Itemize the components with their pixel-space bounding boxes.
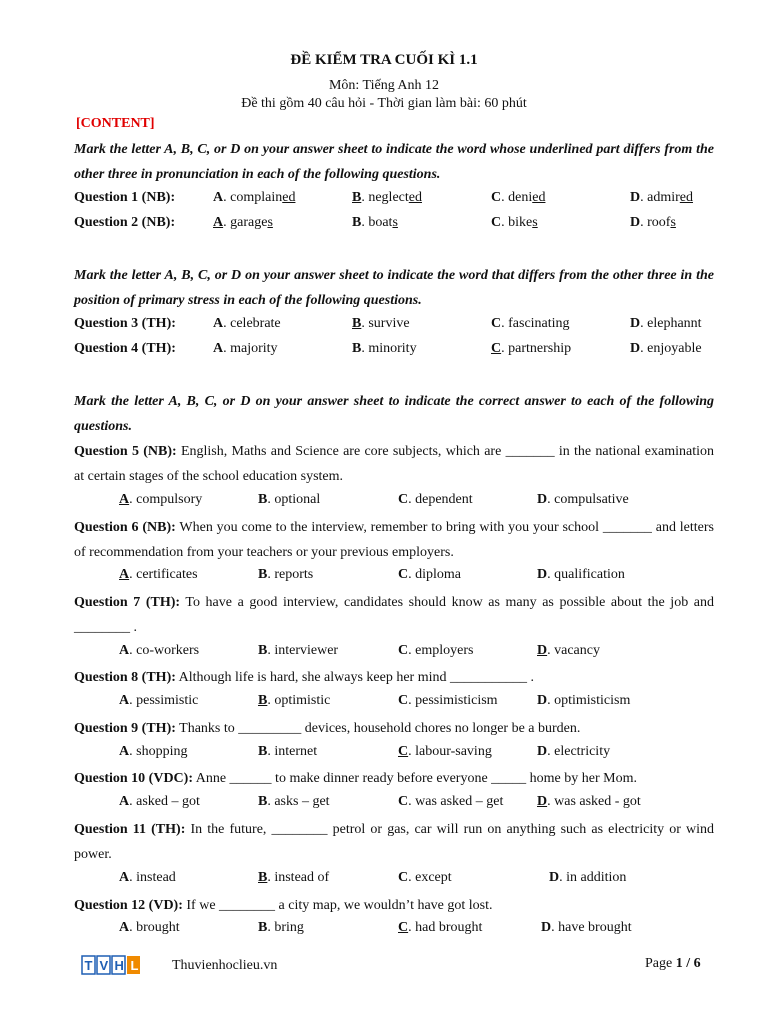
instruction-stress: Mark the letter A, B, C, or D on your answer sheet to indicate the word that differs from the other three in the position of primary stress in each of the following questions. — [74, 268, 714, 308]
option-a[interactable]: A. asked – got — [119, 794, 200, 809]
question-text: Question 6 (NB): When you come to the interview, remember to bring with you your school _______ and letters of recommendation from your teachers or your previous employers. — [74, 520, 714, 560]
option-b[interactable]: B. asks – get — [258, 794, 330, 809]
option-row — [74, 643, 714, 663]
option-d[interactable]: D. elephannt — [630, 316, 702, 331]
option-c[interactable]: C. fascinating — [491, 316, 570, 331]
question-text: Question 11 (TH): In the future, ________ petrol or gas, car will run on anything such as electricity or wind power. — [74, 822, 714, 862]
option-d[interactable]: D. vacancy — [537, 643, 600, 658]
option-a[interactable]: A. complained — [213, 190, 296, 205]
option-d[interactable]: D. in addition — [549, 870, 627, 885]
content-tag: [CONTENT] — [76, 116, 155, 131]
option-c[interactable]: C. denied — [491, 190, 546, 205]
option-a[interactable]: A. majority — [213, 341, 278, 356]
question-row — [74, 215, 714, 235]
option-row — [74, 693, 714, 713]
question-label: Question 2 (NB): — [74, 215, 176, 230]
question-row — [74, 190, 714, 210]
option-b[interactable]: B. interviewer — [258, 643, 339, 658]
option-b[interactable]: B. neglected — [352, 190, 422, 205]
option-a[interactable]: A. instead — [119, 870, 176, 885]
exam-subject: Môn: Tiếng Anh 12 — [328, 78, 440, 93]
option-c[interactable]: C. dependent — [398, 492, 473, 507]
page-number: Page 1 / 6 — [645, 956, 701, 971]
option-b[interactable]: B. optional — [258, 492, 321, 507]
option-c[interactable]: C. employers — [398, 643, 474, 658]
question-label: Question 3 (TH): — [74, 316, 176, 331]
option-c[interactable]: C. partnership — [491, 341, 572, 356]
question-text: Question 7 (TH): To have a good interview, candidates should know as many as possible about the job and ________ . — [74, 595, 714, 635]
option-row — [74, 567, 714, 587]
option-d[interactable]: D. admired — [630, 190, 693, 205]
option-b[interactable]: B. minority — [352, 341, 417, 356]
option-d[interactable]: D. roofs — [630, 215, 676, 230]
option-a[interactable]: A. pessimistic — [119, 693, 199, 708]
option-a[interactable]: A. co-workers — [119, 643, 200, 658]
question-text: Question 10 (VDC): Anne ______ to make dinner ready before everyone _____ home by her Mom. — [74, 771, 637, 786]
option-row — [74, 794, 714, 814]
question-row — [74, 316, 714, 336]
option-a[interactable]: A. shopping — [119, 744, 188, 759]
option-row — [74, 744, 714, 764]
option-d[interactable]: D. was asked - got — [537, 794, 641, 809]
option-b[interactable]: B. internet — [258, 744, 318, 759]
instruction-pronunciation: Mark the letter A, B, C, or D on your answer sheet to indicate the word whose underlined part differs from the other three in pronunciation in each of the following questions. — [74, 142, 714, 182]
option-b[interactable]: B. instead of — [258, 870, 330, 885]
option-d[interactable]: D. optimisticism — [537, 693, 631, 708]
question-text: Question 5 (NB): English, Maths and Science are core subjects, which are _______ in the national examination at certain stages of the school education system. — [74, 444, 714, 484]
option-b[interactable]: B. bring — [258, 920, 304, 935]
option-d[interactable]: D. compulsative — [537, 492, 629, 507]
question-row — [74, 341, 714, 361]
question-label: Question 1 (NB): — [74, 190, 176, 205]
exam-title: ĐỀ KIỂM TRA CUỐI KÌ 1.1 — [290, 52, 478, 68]
option-a[interactable]: A. brought — [119, 920, 180, 935]
option-c[interactable]: C. had brought — [398, 920, 483, 935]
option-c[interactable]: C. diploma — [398, 567, 462, 582]
question-label: Question 4 (TH): — [74, 341, 176, 356]
option-row — [74, 492, 714, 512]
option-row — [74, 870, 714, 890]
option-c[interactable]: C. bikes — [491, 215, 538, 230]
footer-site-name: Thuvienhoclieu.vn — [172, 958, 278, 973]
option-d[interactable]: D. qualification — [537, 567, 625, 582]
option-d[interactable]: D. enjoyable — [630, 341, 702, 356]
svg-text:TVHL: T V H L — [84, 958, 139, 973]
exam-info: Đề thi gồm 40 câu hỏi - Thời gian làm bài: 60 phút — [241, 96, 527, 111]
option-b[interactable]: B. survive — [352, 316, 410, 331]
option-b[interactable]: B. reports — [258, 567, 314, 582]
option-c[interactable]: C. pessimisticism — [398, 693, 498, 708]
instruction-correct-answer: Mark the letter A, B, C, or D on your answer sheet to indicate the correct answer to each of the following questions. — [74, 394, 714, 434]
option-a[interactable]: A. celebrate — [213, 316, 281, 331]
option-c[interactable]: C. except — [398, 870, 452, 885]
option-c[interactable]: C. labour-saving — [398, 744, 492, 759]
option-b[interactable]: B. boats — [352, 215, 398, 230]
option-d[interactable]: D. electricity — [537, 744, 611, 759]
option-row — [74, 920, 714, 940]
option-d[interactable]: D. have brought — [541, 920, 632, 935]
option-a[interactable]: A. compulsory — [119, 492, 203, 507]
tvhl-logo-icon — [81, 955, 143, 975]
option-a[interactable]: A. certificates — [119, 567, 198, 582]
option-a[interactable]: A. garages — [213, 215, 273, 230]
option-c[interactable]: C. was asked – get — [398, 794, 504, 809]
question-text: Question 8 (TH): Although life is hard, she always keep her mind ___________ . — [74, 670, 534, 685]
option-b[interactable]: B. optimistic — [258, 693, 331, 708]
question-text: Question 9 (TH): Thanks to _________ devices, household chores no longer be a burden. — [74, 721, 581, 736]
question-text: Question 12 (VD): If we ________ a city map, we wouldn’t have got lost. — [74, 898, 493, 913]
